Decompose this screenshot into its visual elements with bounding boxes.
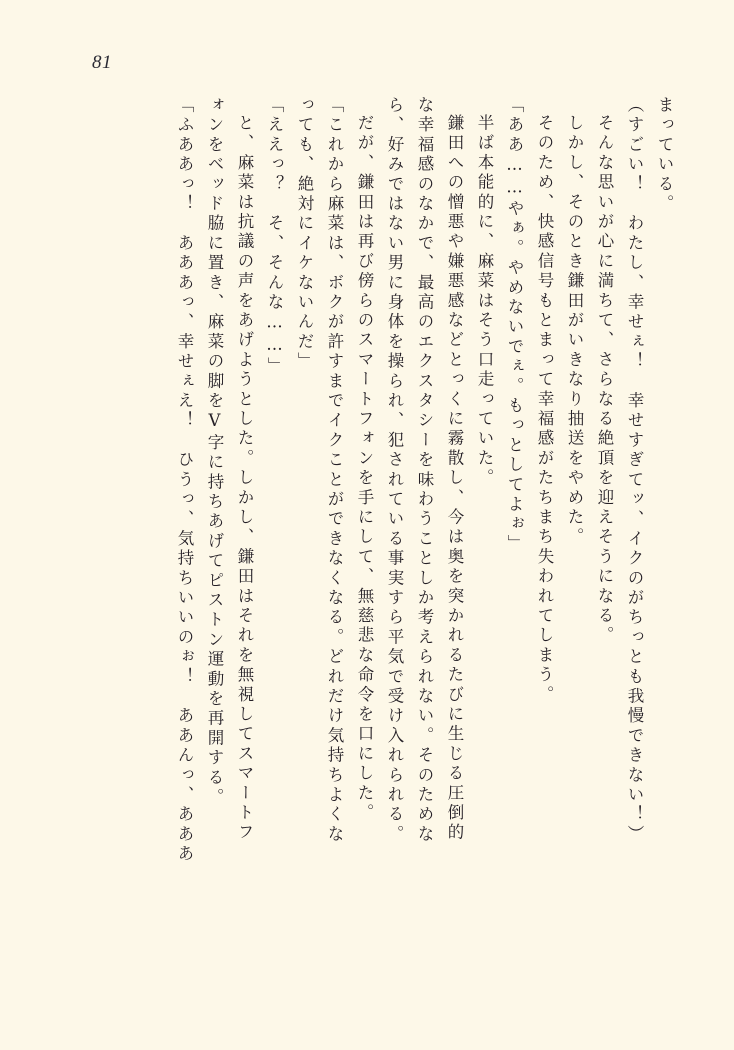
text-line: だが、鎌田は再び傍らのスマートフォンを手にして、無慈悲な命令を口にした。 xyxy=(355,114,374,824)
text-line: しかし、そのとき鎌田がいきなり抽送をやめた。 xyxy=(565,114,584,548)
text-line: 「これから麻菜は、ボクが許すまでイクことができなくなる。どれだけ気持ちよくな xyxy=(325,96,344,845)
text-line: っても、絶対にイケないんだ」 xyxy=(295,96,314,372)
text-line: ォンをベッド脇に置き、麻菜の脚をV字に持ちあげてピストン運動を再開する。 xyxy=(205,96,224,808)
text-line: 半ば本能的に、麻菜はそう口走っていた。 xyxy=(475,114,494,489)
text-line: そんな思いが心に満ちて、さらなる絶頂を迎えそうになる。 xyxy=(595,114,614,646)
text-line: 「ええっ？ そ、そんな……」 xyxy=(265,96,284,377)
text-line: まっている。 xyxy=(655,96,674,215)
text-line: と、麻菜は抗議の声をあげようとした。しかし、鎌田はそれを無視してスマートフ xyxy=(235,114,254,843)
text-line: そのため、快感信号もとまって幸福感がたちまち失われてしまう。 xyxy=(535,114,554,705)
page-number: 81 xyxy=(92,52,112,73)
vertical-text-block xyxy=(72,96,672,976)
text-line: 「ふああっ！ あああっ、幸せぇえ！ ひうっ、気持ちいいのぉ！ ああんっ、あああ xyxy=(175,96,194,865)
text-line: 鎌田への憎悪や嫌悪感などとっくに霧散し、今は奥を突かれるたびに生じる圧倒的 xyxy=(445,114,464,843)
text-line: な幸福感のなかで、最高のエクスタシーを味わうことしか考えられない。そのためな xyxy=(415,96,434,845)
text-line: ら、好みではない男に身体を操られ、犯されている事実すら平気で受け入れられる。 xyxy=(385,96,404,845)
text-line: （すごい！ わたし、幸せぇ！ 幸せすぎてッ、イクのがちっとも我慢できない！） xyxy=(625,96,644,845)
text-line: 「ああ……やぁ。やめないでぇ。もっとしてよぉ」 xyxy=(505,96,524,555)
